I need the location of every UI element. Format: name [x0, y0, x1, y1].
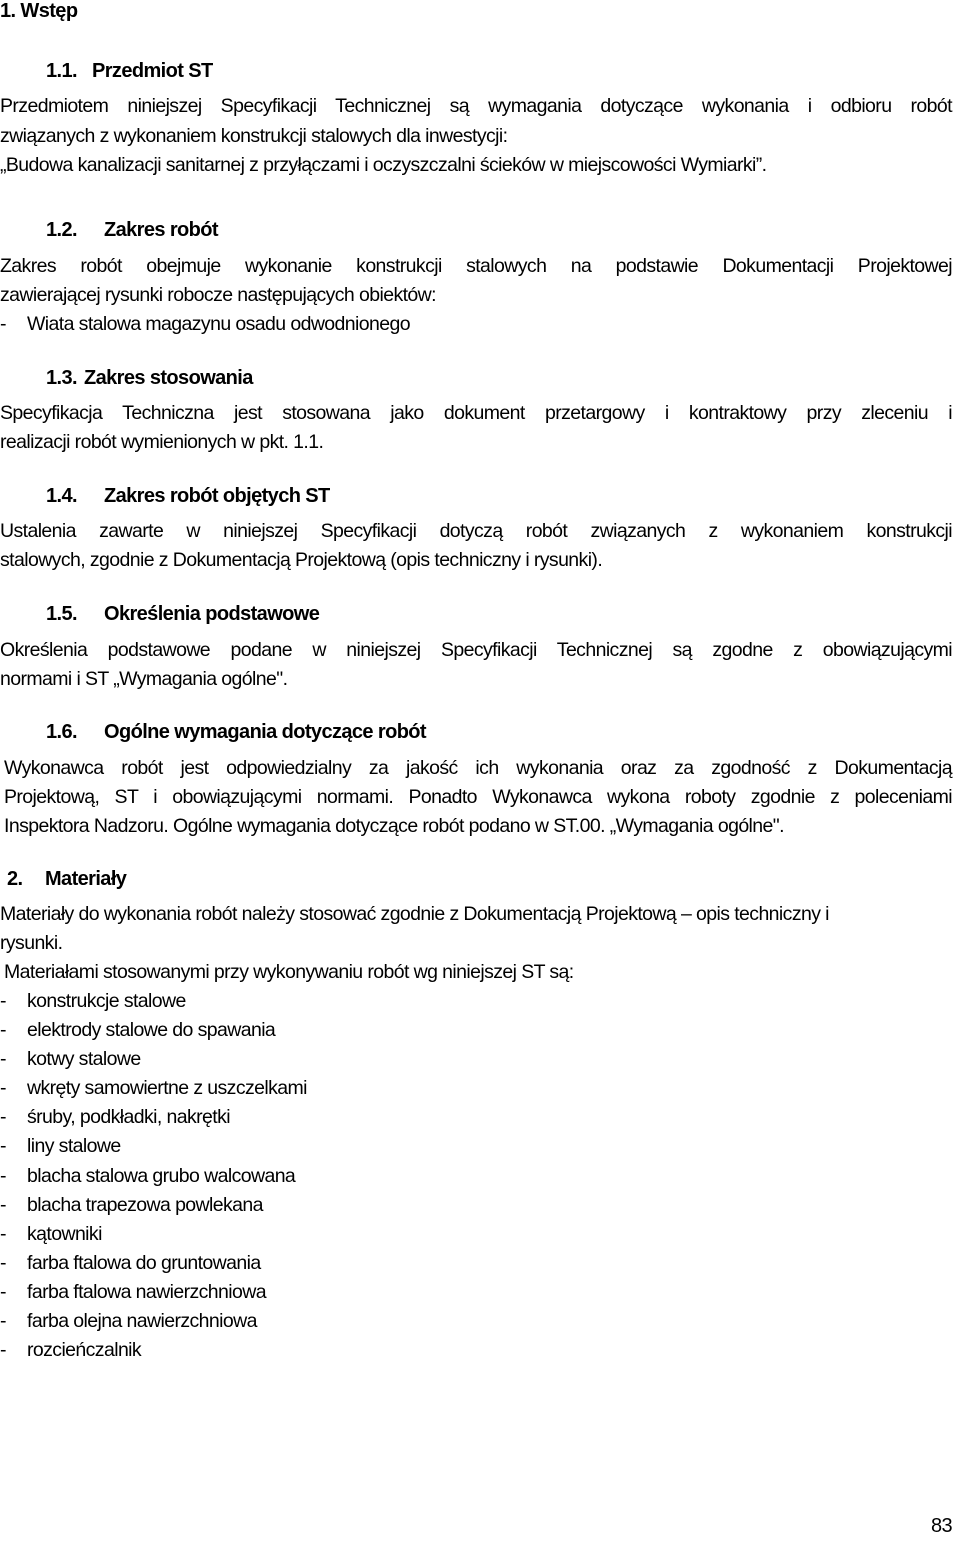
subsection-number: 1.5.	[46, 603, 77, 625]
subsection-number: 1.1.	[46, 60, 77, 82]
subsection-title: Ogólne wymagania dotyczące robót	[104, 721, 426, 743]
list-dash: -	[0, 1252, 6, 1274]
list-dash: -	[0, 1281, 6, 1303]
list-item-text: kątowniki	[27, 1223, 102, 1245]
paragraph-line: Określenia podstawowe podane w niniejszej Specyfikacji Technicznej są zgodne z obowiązującymi	[0, 639, 952, 661]
subsection-number: 1.4.	[46, 485, 77, 507]
paragraph-line: Zakres robót obejmuje wykonanie konstrukcji stalowych na podstawie Dokumentacji Projektowej	[0, 255, 952, 277]
subsection-title: Zakres stosowania	[84, 367, 253, 389]
list-item-text: liny stalowe	[27, 1135, 121, 1157]
subsection-title: Określenia podstawowe	[104, 603, 320, 625]
list-item	[0, 1194, 263, 1217]
paragraph-line: Materiałami stosowanymi przy wykonywaniu robót wg niniejszej ST są:	[4, 961, 574, 983]
paragraph-line: związanych z wykonaniem konstrukcji stalowych dla inwestycji:	[0, 125, 508, 147]
list-item-text: śruby, podkładki, nakrętki	[27, 1106, 230, 1128]
list-dash: -	[0, 1339, 6, 1361]
list-item-text: blacha trapezowa powlekana	[27, 1194, 263, 1216]
list-item	[0, 1310, 257, 1333]
list-item	[0, 1019, 276, 1042]
paragraph-line: Inspektora Nadzoru. Ogólne wymagania dotyczące robót podano w ST.00. „Wymagania ogólne".	[4, 815, 784, 837]
paragraph-line: Ustalenia zawarte w niniejszej Specyfikacji dotyczą robót związanych z wykonaniem konstrukcji	[0, 520, 952, 542]
list-dash: -	[0, 1223, 6, 1245]
paragraph-line: zawierającej rysunki robocze następujących obiektów:	[0, 284, 436, 306]
subsection-number: 1.2.	[46, 219, 77, 241]
list-item	[0, 1135, 121, 1158]
list-item	[0, 313, 410, 336]
list-dash: -	[0, 313, 6, 335]
list-item	[0, 1223, 102, 1246]
list-item	[0, 1165, 296, 1188]
section-title: Materiały	[45, 868, 127, 890]
list-item	[0, 1106, 230, 1129]
list-item-text: farba olejna nawierzchniowa	[27, 1310, 257, 1332]
list-dash: -	[0, 1019, 6, 1041]
list-item-text: rozcieńczalnik	[27, 1339, 142, 1361]
list-dash: -	[0, 1165, 6, 1187]
list-item	[0, 1252, 261, 1275]
section-heading: 1. Wstęp	[0, 0, 78, 22]
list-item	[0, 1339, 142, 1362]
paragraph-line: normami i ST „Wymagania ogólne".	[0, 668, 288, 690]
paragraph-line: Przedmiotem niniejszej Specyfikacji Technicznej są wymagania dotyczące wykonania i odbioru robót	[0, 95, 952, 117]
list-item-text: elektrody stalowe do spawania	[27, 1019, 276, 1041]
list-item	[0, 1048, 141, 1071]
list-item	[0, 1281, 267, 1304]
list-item	[0, 990, 186, 1013]
paragraph-line: Materiały do wykonania robót należy stosować zgodnie z Dokumentacją Projektową – opis techniczny i	[0, 903, 829, 925]
subsection-title: Zakres robót	[104, 219, 218, 241]
page-number: 83	[930, 1515, 952, 1537]
list-item	[0, 1077, 307, 1100]
list-dash: -	[0, 1135, 6, 1157]
section-number: 2.	[7, 868, 23, 890]
list-item-text: Wiata stalowa magazynu osadu odwodnionego	[27, 313, 410, 335]
paragraph-line: realizacji robót wymienionych w pkt. 1.1.	[0, 431, 324, 453]
list-dash: -	[0, 1106, 6, 1128]
list-item-text: kotwy stalowe	[27, 1048, 141, 1070]
subsection-title: Przedmiot ST	[92, 60, 213, 82]
list-item-text: wkręty samowiertne z uszczelkami	[27, 1077, 307, 1099]
subsection-number: 1.6.	[46, 721, 77, 743]
paragraph-line: Specyfikacja Techniczna jest stosowana jako dokument przetargowy i kontraktowy przy zleceniu i	[0, 402, 952, 424]
list-dash: -	[0, 1048, 6, 1070]
list-dash: -	[0, 1194, 6, 1216]
paragraph-line: Projektową, ST i obowiązującymi normami. Ponadto Wykonawca wykona roboty zgodnie z poleceniami	[4, 786, 952, 808]
paragraph-line: „Budowa kanalizacji sanitarnej z przyłączami i oczyszczalni ścieków w miejscowości Wymiarki”.	[0, 154, 767, 176]
list-dash: -	[0, 1077, 6, 1099]
list-item-text: farba ftalowa nawierzchniowa	[27, 1281, 267, 1303]
list-dash: -	[0, 1310, 6, 1332]
paragraph-line: stalowych, zgodnie z Dokumentacją Projektową (opis techniczny i rysunki).	[0, 549, 603, 571]
list-dash: -	[0, 990, 6, 1012]
subsection-title: Zakres robót objętych ST	[104, 485, 330, 507]
paragraph-line: Wykonawca robót jest odpowiedzialny za jakość ich wykonania oraz za zgodność z Dokumentacją	[4, 757, 952, 779]
list-item-text: blacha stalowa grubo walcowana	[27, 1165, 296, 1187]
list-item-text: konstrukcje stalowe	[27, 990, 186, 1012]
list-item-text: farba ftalowa do gruntowania	[27, 1252, 261, 1274]
subsection-number: 1.3.	[46, 367, 77, 389]
paragraph-line: rysunki.	[0, 932, 63, 954]
